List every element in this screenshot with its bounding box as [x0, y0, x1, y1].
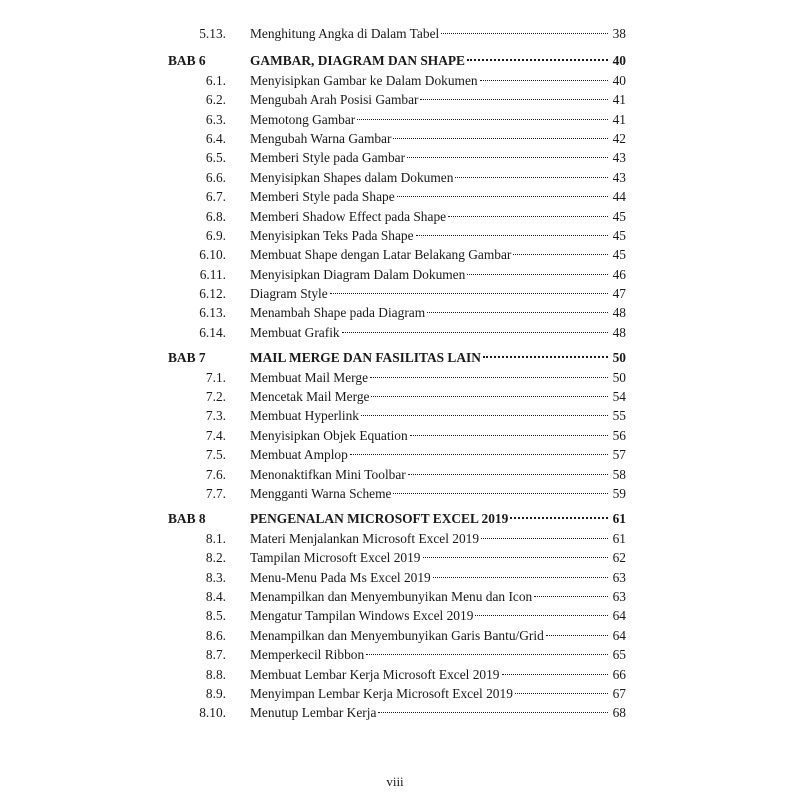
- section-number: 6.2.: [205, 92, 226, 108]
- section-number: 6.8.: [205, 208, 226, 224]
- dot-leader: [483, 356, 608, 358]
- toc-entry: [164, 387, 626, 406]
- section-number: 8.2.: [205, 550, 226, 566]
- chapter-title: PENGENALAN MICROSOFT EXCEL 2019: [250, 511, 509, 527]
- dot-leader: [467, 59, 608, 61]
- section-title: Menyisipkan Diagram Dalam Dokumen: [250, 266, 466, 282]
- page-reference: 61: [612, 530, 626, 546]
- section-number: 8.9.: [205, 685, 226, 701]
- section-number: 8.8.: [205, 666, 226, 682]
- toc-entry: [164, 445, 626, 464]
- chapter-title: GAMBAR, DIAGRAM DAN SHAPE: [250, 53, 465, 69]
- dot-leader: [515, 693, 608, 694]
- dot-leader: [502, 674, 608, 675]
- page-reference: 64: [612, 608, 626, 624]
- page-reference: 61: [612, 511, 626, 527]
- dot-leader: [427, 312, 608, 313]
- section-number: 7.3.: [205, 408, 226, 424]
- toc-entry: [164, 703, 626, 722]
- page-reference: 57: [612, 447, 626, 463]
- page-reference: 45: [612, 208, 626, 224]
- page-reference: 59: [612, 485, 626, 501]
- toc-entry: [164, 71, 626, 90]
- page-reference: 54: [612, 389, 626, 405]
- section-number: 5.13.: [199, 26, 226, 41]
- section-number: 8.7.: [205, 647, 226, 663]
- page-reference: 38: [612, 26, 626, 41]
- toc-entry: [164, 168, 626, 187]
- section-title: Mengubah Warna Gambar: [250, 130, 392, 146]
- section-title: Menampilkan dan Menyembunyikan Garis Bantu/Grid: [250, 627, 544, 643]
- toc-entry: [164, 90, 626, 109]
- toc-entry: [164, 265, 626, 284]
- dot-leader: [420, 99, 608, 100]
- section-title: Menambah Shape pada Diagram: [250, 305, 426, 321]
- dot-leader: [480, 80, 608, 81]
- dot-leader: [330, 293, 608, 294]
- toc-entry: [164, 284, 626, 303]
- page-reference: 50: [612, 350, 626, 366]
- toc-entry: [164, 207, 626, 226]
- dot-leader: [416, 235, 608, 236]
- section-number: 6.9.: [205, 227, 226, 243]
- section-title: Memberi Shadow Effect pada Shape: [250, 208, 447, 224]
- toc-entry: [164, 406, 626, 425]
- toc-entry: [164, 110, 626, 129]
- section-title: Mencetak Mail Merge: [250, 389, 370, 405]
- dot-leader: [410, 435, 608, 436]
- section-number: 6.10.: [199, 247, 226, 263]
- section-title: Memberi Style pada Shape: [250, 189, 395, 205]
- section-number: 6.7.: [205, 189, 226, 205]
- chapter-number: BAB 7: [168, 350, 206, 366]
- section-number: 8.10.: [199, 705, 226, 721]
- toc-entry: [164, 684, 626, 703]
- chapter-number: BAB 6: [168, 53, 206, 69]
- page-reference: 40: [612, 53, 626, 69]
- section-title: Mengatur Tampilan Windows Excel 2019: [250, 608, 474, 624]
- dot-leader: [467, 274, 608, 275]
- page-reference: 42: [612, 130, 626, 146]
- section-title: Menampilkan dan Menyembunyikan Menu dan Icon: [250, 588, 533, 604]
- page-reference: 62: [612, 550, 626, 566]
- page-reference: 41: [612, 111, 626, 127]
- toc-chapter-heading: [164, 51, 626, 70]
- section-title: Memberi Style pada Gambar: [250, 150, 406, 166]
- section-title: Memperkecil Ribbon: [250, 647, 365, 663]
- section-title: Diagram Style: [250, 286, 328, 302]
- section-number: 6.3.: [205, 111, 226, 127]
- section-number: 8.3.: [205, 569, 226, 585]
- page-reference: 47: [612, 286, 626, 302]
- section-title: Menyisipkan Objek Equation: [250, 427, 408, 443]
- section-title: Menyimpan Lembar Kerja Microsoft Excel 2019: [250, 685, 513, 701]
- page-reference: 55: [612, 408, 626, 424]
- toc-entry: [164, 129, 626, 148]
- toc-chapter-heading: [164, 509, 626, 528]
- toc-entry: [164, 245, 626, 264]
- section-number: 7.2.: [205, 389, 226, 405]
- toc-entry: [164, 645, 626, 664]
- section-number: 8.4.: [205, 588, 226, 604]
- page-reference: 43: [612, 169, 626, 185]
- toc-entry: [164, 426, 626, 445]
- page-number-footer: viii: [386, 774, 404, 789]
- section-title: Tampilan Microsoft Excel 2019: [250, 550, 421, 566]
- dot-leader: [408, 474, 608, 475]
- page-reference: 45: [612, 247, 626, 263]
- toc-entry: [164, 568, 626, 587]
- toc-entry: [164, 548, 626, 567]
- page-reference: 50: [612, 369, 626, 385]
- page-reference: 48: [612, 305, 626, 321]
- section-title: Mengganti Warna Scheme: [250, 485, 392, 501]
- dot-leader: [475, 615, 608, 616]
- dot-leader: [481, 538, 608, 539]
- dot-leader: [448, 216, 608, 217]
- page-reference: 44: [612, 189, 626, 205]
- page-reference: 40: [612, 72, 626, 88]
- page-reference: 58: [612, 466, 626, 482]
- dot-leader: [371, 396, 608, 397]
- page-reference: 43: [612, 150, 626, 166]
- toc-entry: [164, 368, 626, 387]
- section-number: 7.7.: [205, 485, 226, 501]
- page-reference: 63: [612, 588, 626, 604]
- section-number: 7.4.: [205, 427, 226, 443]
- section-number: 6.5.: [205, 150, 226, 166]
- dot-leader: [513, 254, 608, 255]
- toc-entry: [164, 323, 626, 342]
- dot-leader: [361, 415, 608, 416]
- section-title: Menonaktifkan Mini Toolbar: [250, 466, 406, 482]
- section-title: Menghitung Angka di Dalam Tabel: [250, 26, 440, 41]
- dot-leader: [350, 454, 608, 455]
- section-title: Membuat Amplop: [250, 447, 348, 463]
- chapter-number: BAB 8: [168, 511, 206, 527]
- section-title: Membuat Lembar Kerja Microsoft Excel 2019: [250, 666, 500, 682]
- toc-entry: [164, 529, 626, 548]
- page-reference: 66: [612, 666, 626, 682]
- page-reference: 64: [612, 627, 626, 643]
- section-number: 6.13.: [199, 305, 226, 321]
- dot-leader: [534, 596, 608, 597]
- section-title: Memotong Gambar: [250, 111, 356, 127]
- toc-entry: [164, 303, 626, 322]
- section-title: Membuat Shape dengan Latar Belakang Gambar: [250, 247, 512, 263]
- dot-leader: [433, 577, 608, 578]
- section-number: 8.1.: [205, 530, 226, 546]
- dot-leader: [393, 138, 608, 139]
- toc-entry: [164, 484, 626, 503]
- section-title: Menu-Menu Pada Ms Excel 2019: [250, 569, 431, 585]
- dot-leader: [366, 654, 608, 655]
- dot-leader: [441, 33, 608, 34]
- section-title: Menutup Lembar Kerja: [250, 705, 377, 721]
- toc-entry: [164, 187, 626, 206]
- toc-entry: [164, 587, 626, 606]
- page-reference: 65: [612, 647, 626, 663]
- section-number: 6.6.: [205, 169, 226, 185]
- section-title: Membuat Hyperlink: [250, 408, 359, 424]
- toc-entry: [164, 665, 626, 684]
- section-number: 6.12.: [199, 286, 226, 302]
- dot-leader: [407, 157, 608, 158]
- section-title: Mengubah Arah Posisi Gambar: [250, 92, 419, 108]
- page-reference: 67: [612, 685, 626, 701]
- toc-entry: [164, 465, 626, 484]
- section-number: 7.5.: [205, 447, 226, 463]
- page-reference: 68: [612, 705, 626, 721]
- dot-leader: [378, 712, 608, 713]
- section-number: 6.1.: [205, 72, 226, 88]
- page-reference: 46: [612, 266, 626, 282]
- toc-chapter-heading: [164, 348, 626, 367]
- section-number: 7.6.: [205, 466, 226, 482]
- section-number: 8.5.: [205, 608, 226, 624]
- dot-leader: [397, 196, 608, 197]
- dot-leader: [357, 119, 608, 120]
- section-number: 6.11.: [199, 266, 226, 282]
- dot-leader: [510, 517, 608, 519]
- toc-entry: [164, 606, 626, 625]
- section-title: Materi Menjalankan Microsoft Excel 2019: [250, 530, 480, 546]
- toc-entry: [164, 626, 626, 645]
- dot-leader: [546, 635, 608, 636]
- dot-leader: [370, 377, 608, 378]
- toc-entry: [164, 148, 626, 167]
- page-reference: 41: [612, 92, 626, 108]
- section-title: Membuat Grafik: [250, 324, 340, 340]
- toc-entry: [164, 226, 626, 245]
- page-reference: 56: [612, 427, 626, 443]
- section-title: Menyisipkan Teks Pada Shape: [250, 227, 414, 243]
- dot-leader: [423, 557, 609, 558]
- section-title: Menyisipkan Shapes dalam Dokumen: [250, 169, 454, 185]
- page-reference: 45: [612, 227, 626, 243]
- section-title: Membuat Mail Merge: [250, 369, 369, 385]
- toc-entry: [164, 24, 626, 43]
- section-number: 6.4.: [205, 130, 226, 146]
- section-title: Menyisipkan Gambar ke Dalam Dokumen: [250, 72, 478, 88]
- dot-leader: [393, 493, 608, 494]
- section-number: 6.14.: [199, 324, 226, 340]
- dot-leader: [342, 332, 608, 333]
- table-of-contents: [164, 24, 626, 723]
- section-number: 8.6.: [205, 627, 226, 643]
- dot-leader: [455, 177, 608, 178]
- page-reference: 63: [612, 569, 626, 585]
- page-reference: 48: [612, 324, 626, 340]
- chapter-title: MAIL MERGE DAN FASILITAS LAIN: [250, 350, 481, 366]
- section-number: 7.1.: [205, 369, 226, 385]
